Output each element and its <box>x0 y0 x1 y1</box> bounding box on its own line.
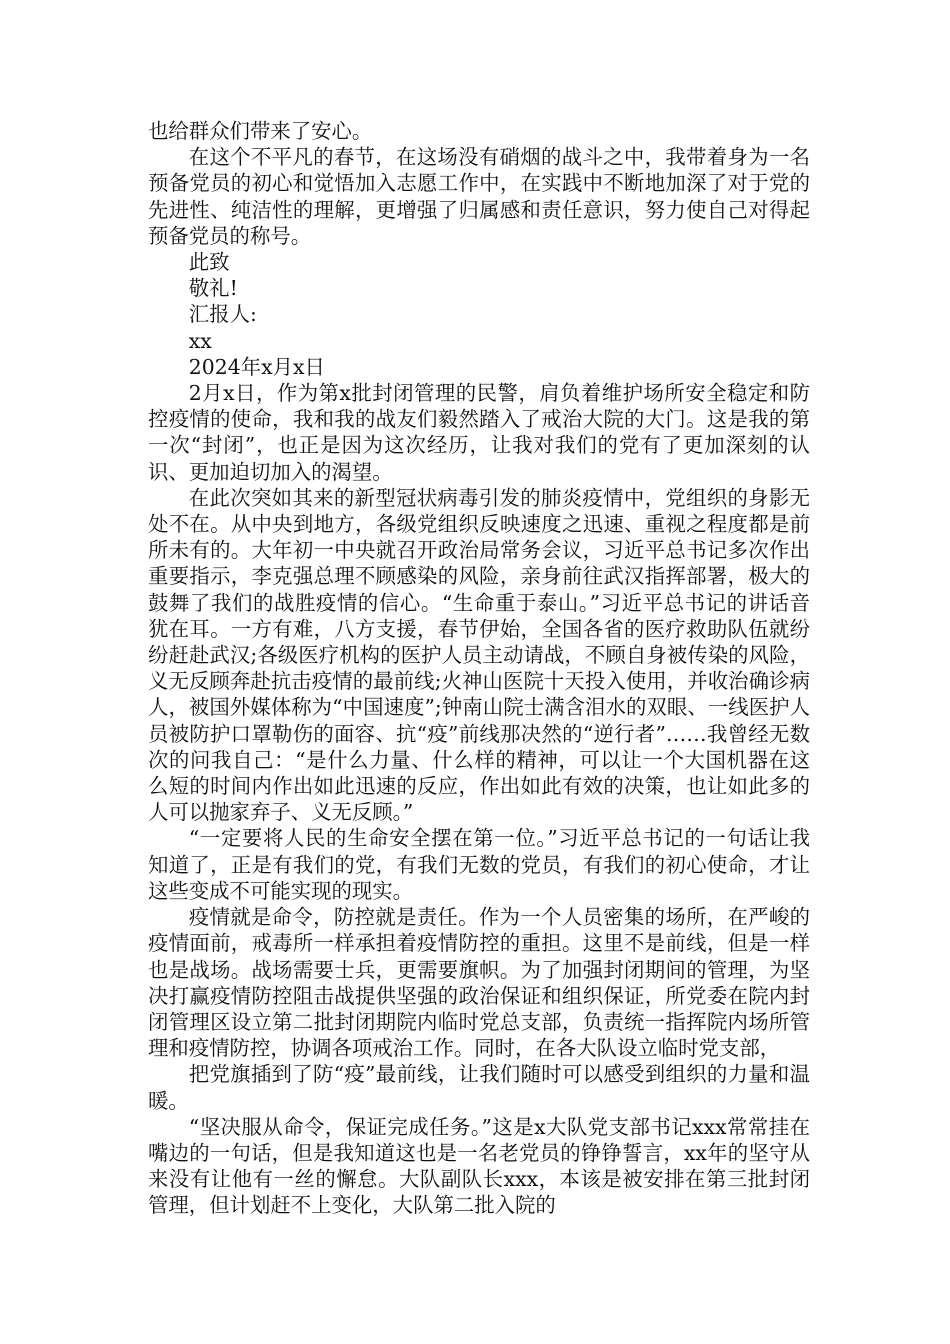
paragraph-volunteer-reflection: 在这个不平凡的春节，在这场没有硝烟的战斗之中，我带着身为一名预备党员的初心和觉悟加入志愿工作中，在实践中不断地加深了对于党的先进性、纯洁性的理解，更增强了归属感和责任意识，努力使自己对得起预备党员的称号。 <box>148 145 810 248</box>
paragraph-people-first: “一定要将人民的生命安全摆在第一位。”习近平总书记的一句话让我知道了，正是有我们的党，有我们无数的党员，有我们的初心使命，才让这些变成不可能实现的现实。 <box>148 826 810 903</box>
paragraph-continuation: 也给群众们带来了安心。 <box>148 119 373 143</box>
paragraph-party-presence: 在此次突如其来的新型冠状病毒引发的肺炎疫情中，党组织的身影无处不在。从中央到地方，各级党组织反映速度之迅速、重视之程度都是前所未有的。大年初一中央就召开政治局常务会议，习近平总书记多次作出重要指示，李克强总理不顾感染的风险，亲身前往武汉指挥部署，极大的鼓舞了我们的战胜疫情的信心。“生命重于泰山。”习近平总书记的讲话音犹在耳。一方有难，八方支援，春节伊始，全国各省的医疗救助队伍就纷纷赶赴武汉;各级医疗机构的医护人员主动请战，不顾自身被传染的风险，义无反顾奔赴抗击疫情的最前线;火神山医院十天投入使用，并收治确诊病人，被国外媒体称为“中国速度”;钟南山院士满含泪水的双眼、一线医护人员被防护口罩勒伤的面容、抗“疫”前线那决然的“逆行者”……我曾经无数次的问我自己：“是什么力量、什么样的精神，可以让一个大国机器在这么短的时间内作出如此迅速的反应，作出如此有效的决策，也让如此多的人可以抛家弃子、义无反顾。” <box>148 485 810 825</box>
closing-salutation: 此致 <box>188 250 230 275</box>
paragraph-obey-orders: “坚决服从命令，保证完成任务。”这是x大队党支部书记xxx常常挂在嘴边的一句话，但是我知道这也是一名老党员的铮铮誓言，xx年的坚守从来没有让他有一丝的懈怠。大队副队长xxx，本该是被安排在第三批封闭管理，但计划赶不上变化，大队第二批入院的 <box>148 1114 810 1218</box>
reporter-name: xx <box>188 328 212 353</box>
paragraph-closed-management: 2月x日，作为第x批封闭管理的民警，肩负着维护场所安全稳定和防控疫情的使命，我和我的战友们毅然踏入了戒治大院的大门。这是我的第一次“封闭”，也正是因为这次经历，让我对我们的党有了更加深刻的认识、更加迫切加入的渴望。 <box>148 381 810 484</box>
closing-regards: 敬礼! <box>188 276 238 301</box>
report-date: 2024年x月x日 <box>188 354 325 379</box>
paragraph-party-flag: 把党旗插到了防“疫”最前线，让我们随时可以感受到组织的力量和温暖。 <box>148 1062 810 1113</box>
paragraph-epidemic-command: 疫情就是命令，防控就是责任。作为一个人员密集的场所，在严峻的疫情面前，戒毒所一样承担着疫情防控的重担。这里不是前线，但是一样也是战场。战场需要士兵，更需要旗帜。为了加强封闭期间的管理，为坚决打赢疫情防控阻击战提供坚强的政治保证和组织保证，所党委在院内封闭管理区设立第二批封闭期院内临时党总支部，负责统一指挥院内场所管理和疫情防控，协调各项戒治工作。同时，在各大队设立临时党支部， <box>148 905 810 1061</box>
document-page <box>148 118 810 1219</box>
reporter-label: 汇报人: <box>188 302 257 327</box>
